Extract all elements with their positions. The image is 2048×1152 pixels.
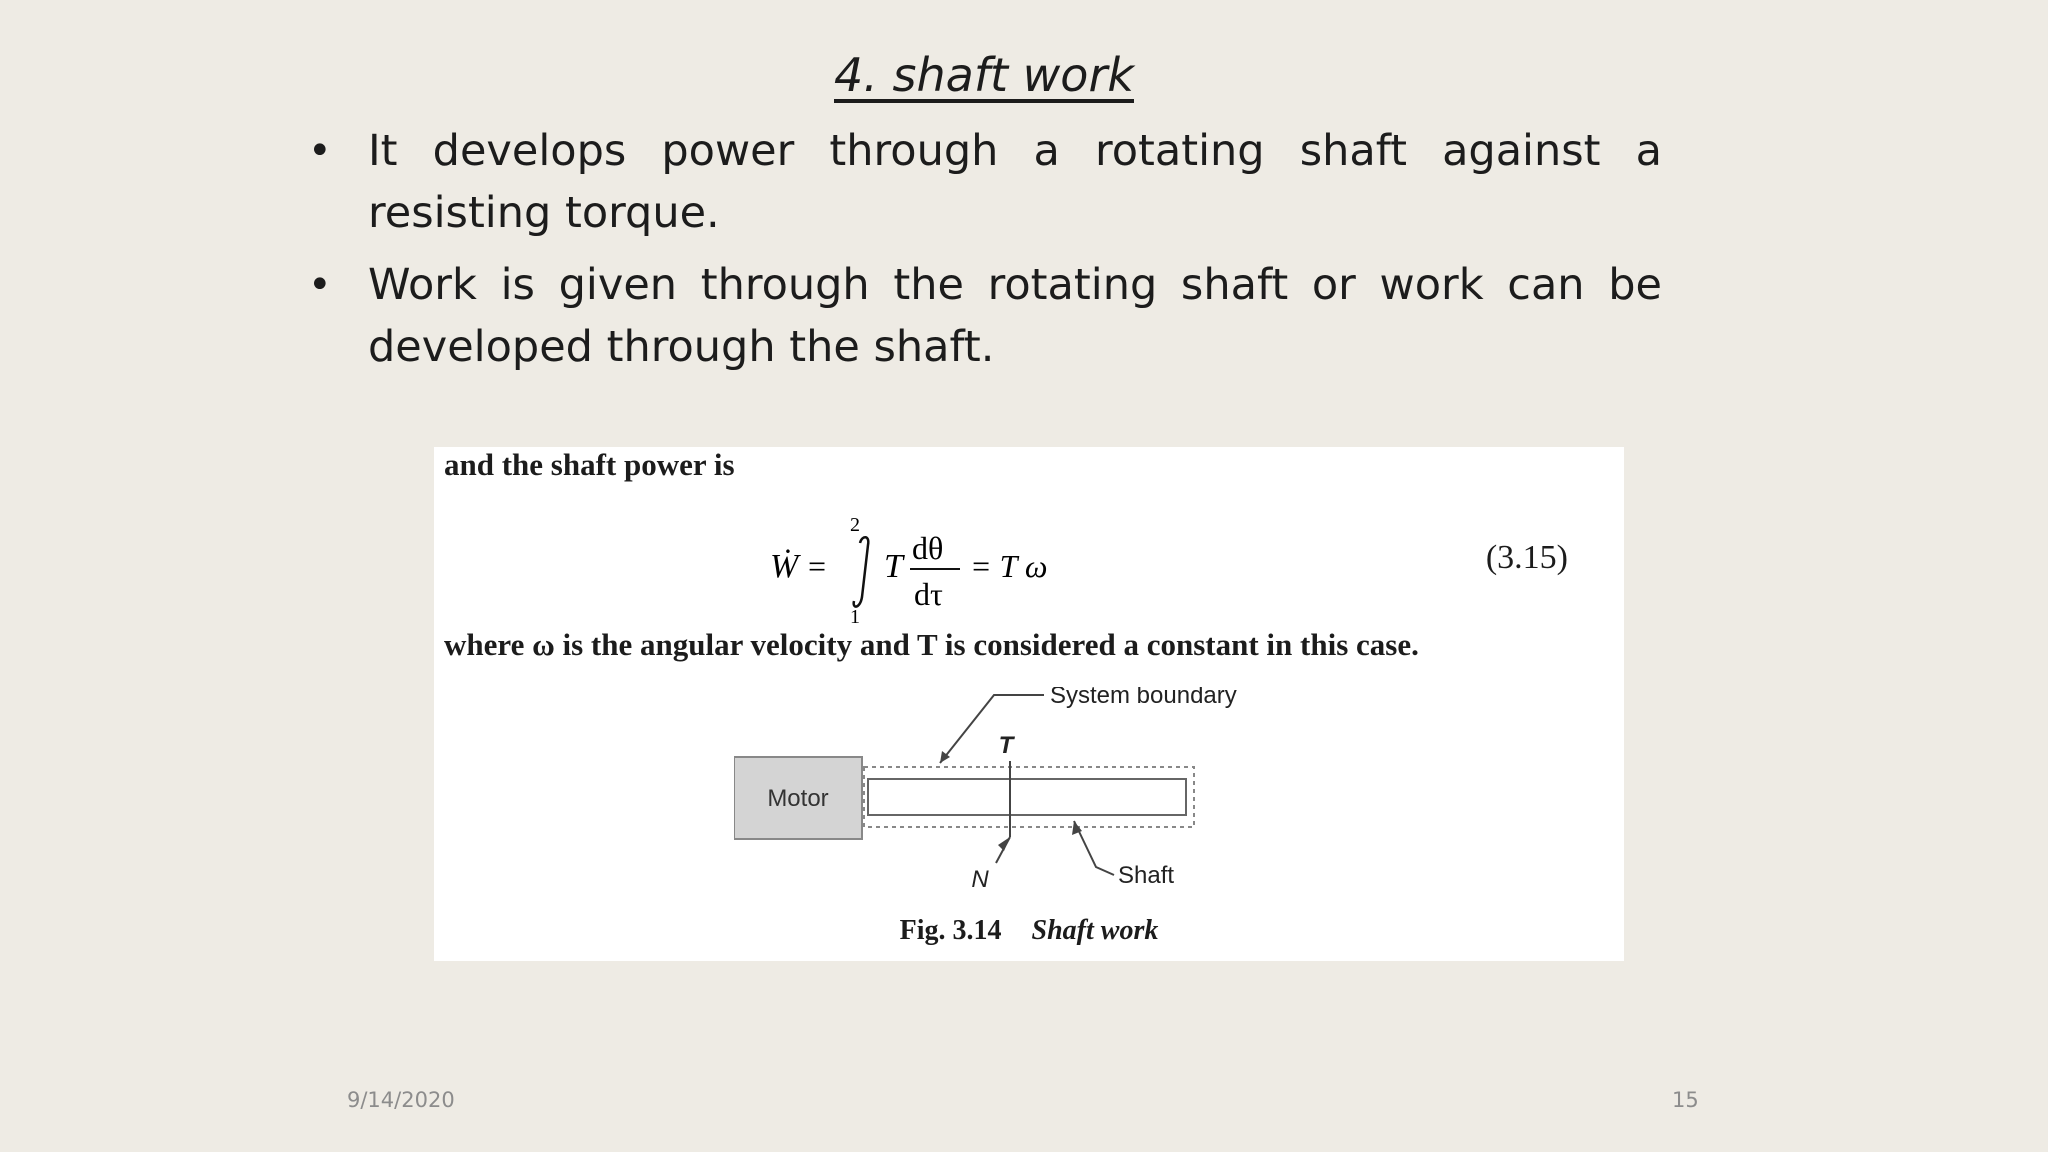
bullet-item [300, 254, 1662, 378]
figure-intro-text: and the shaft power is [444, 447, 735, 482]
bullet-item [300, 120, 1662, 244]
figure-where-text: where ω is the angular velocity and T is considered a constant in this case. [444, 627, 1419, 662]
integral-upper-limit: 2 [850, 514, 860, 536]
rotation-arrowhead [998, 837, 1010, 851]
figure-caption [434, 915, 1624, 947]
shaft-work-diagram [734, 687, 1294, 907]
footer-date: 9/14/2020 [347, 1088, 455, 1112]
shaft [868, 779, 1186, 815]
speed-label: N [971, 866, 989, 893]
system-boundary [864, 767, 1194, 827]
system-boundary-label: System boundary [1050, 687, 1237, 709]
torque-label: T [998, 732, 1014, 759]
bullet-dot: • [308, 128, 332, 174]
equation-lhs: Ẇ [770, 548, 799, 585]
bullet-list [300, 120, 1662, 388]
integral-lower-limit: 1 [850, 606, 860, 625]
slide-title: 4. shaft work [834, 48, 1134, 102]
equation-equals: = [808, 548, 827, 584]
shaft-label: Shaft [1118, 862, 1175, 889]
fraction-numerator: dθ [912, 530, 944, 566]
bullet-text: It develops power through a rotating shaft against a resisting torque. [368, 126, 1662, 238]
fraction-denominator: dτ [914, 576, 943, 612]
equation-rhs: = T ω [970, 548, 1048, 584]
motor-label: Motor [767, 785, 829, 812]
equation-integrand: T [884, 548, 903, 585]
footer-page-number: 15 [1672, 1088, 1699, 1112]
bullet-dot: • [308, 262, 332, 308]
figure-caption-text: Shaft work [1031, 915, 1159, 946]
integral-sign [854, 537, 869, 606]
equation-number: (3.15) [1485, 539, 1568, 576]
figure-caption-number: Fig. 3.14 [899, 915, 1002, 946]
textbook-figure [434, 447, 1624, 961]
shaft-power-equation [764, 505, 1164, 625]
bullet-text: Work is given through the rotating shaft or work can be developed through the shaft. [368, 260, 1662, 372]
system-boundary-leader-line [940, 695, 1044, 763]
